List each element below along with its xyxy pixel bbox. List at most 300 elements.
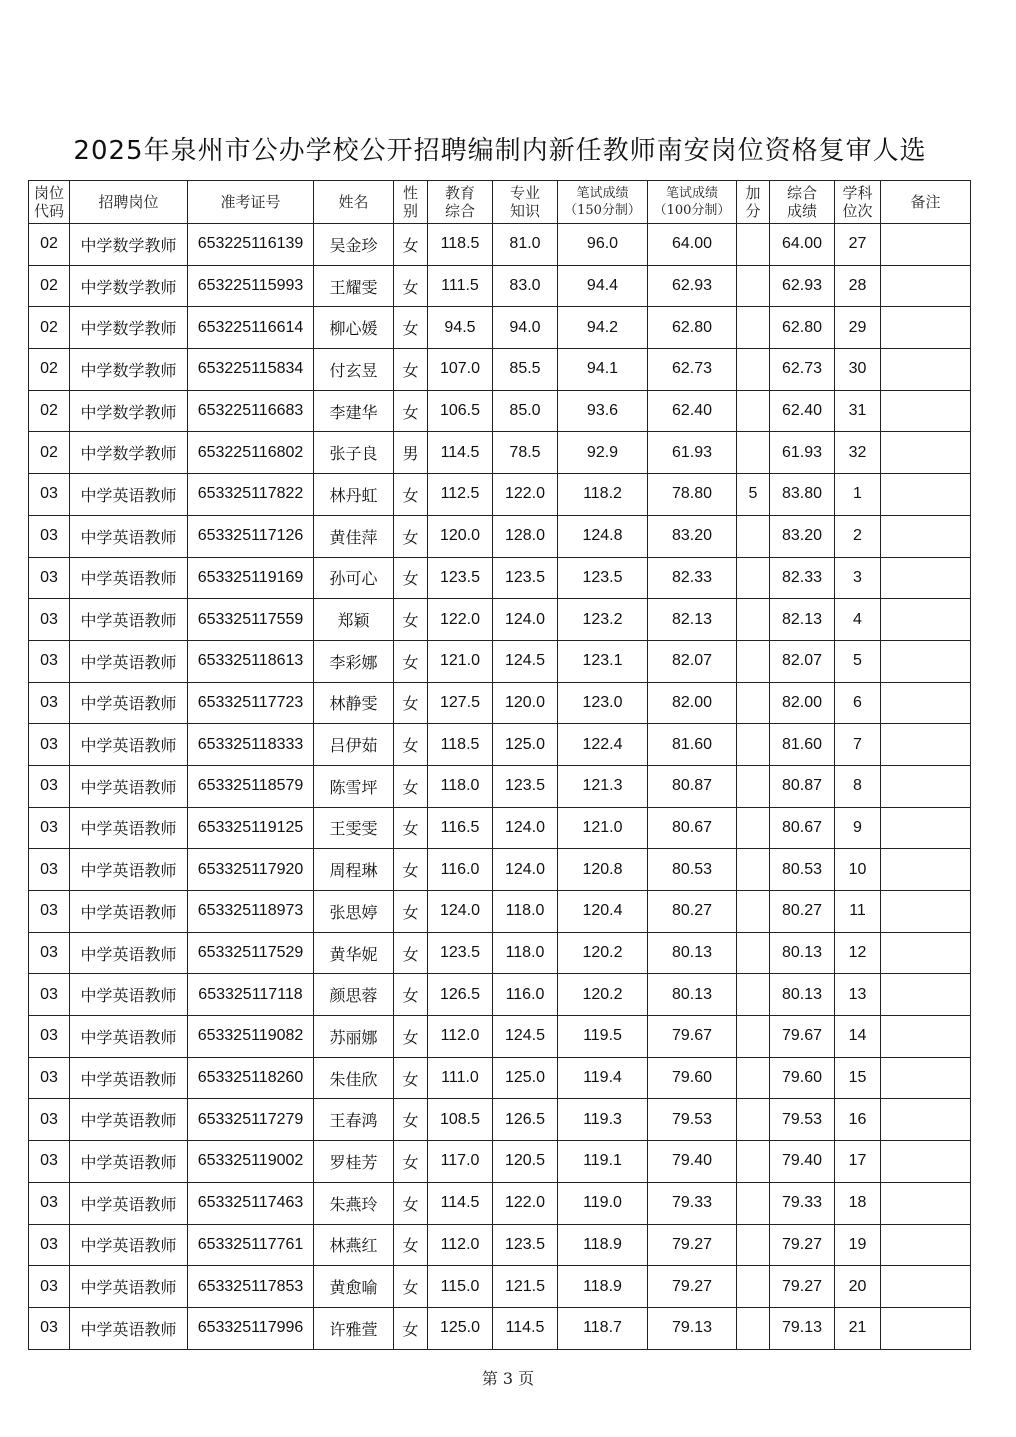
post-code-cell: 03: [29, 1057, 70, 1099]
professional-score-cell: 78.5: [493, 432, 558, 474]
written-100-cell: 79.27: [648, 1266, 737, 1308]
bonus-cell: [737, 1099, 770, 1141]
remarks-cell: [881, 765, 971, 807]
header-line: （100分制）: [653, 203, 731, 218]
professional-score-cell: 124.0: [493, 807, 558, 849]
professional-score-cell: 125.0: [493, 1057, 558, 1099]
post-title-cell: 中学英语教师: [70, 599, 188, 641]
total-score-cell: 79.13: [770, 1307, 835, 1349]
education-score-cell: 112.0: [428, 1016, 493, 1058]
header-line: 分: [745, 202, 761, 220]
post-code-cell: 03: [29, 682, 70, 724]
candidate-name-cell: 罗桂芳: [314, 1141, 394, 1183]
education-score-cell: 108.5: [428, 1099, 493, 1141]
professional-score-cell: 83.0: [493, 265, 558, 307]
education-score-cell: 122.0: [428, 599, 493, 641]
bonus-cell: [737, 1016, 770, 1058]
exam-id-cell: 653325117853: [188, 1266, 314, 1308]
professional-score-cell: 121.5: [493, 1266, 558, 1308]
professional-score-cell: 123.5: [493, 765, 558, 807]
post-code-cell: 03: [29, 1307, 70, 1349]
professional-score-cell: 124.0: [493, 849, 558, 891]
rank-cell: 15: [835, 1057, 881, 1099]
total-score-cell: 62.80: [770, 307, 835, 349]
post-title-cell: 中学英语教师: [70, 849, 188, 891]
professional-score-cell: 118.0: [493, 932, 558, 974]
table-body: [29, 224, 971, 1350]
header-line: （150分制）: [564, 203, 641, 218]
candidate-name-cell: 郑颖: [314, 599, 394, 641]
bonus-cell: [737, 1057, 770, 1099]
professional-score-cell: 122.0: [493, 474, 558, 516]
header-line: 别: [402, 202, 418, 220]
rank-cell: 19: [835, 1224, 881, 1266]
candidate-name-cell: 黄愈喻: [314, 1266, 394, 1308]
rank-cell: 17: [835, 1141, 881, 1183]
table-row: [29, 682, 971, 724]
remarks-cell: [881, 474, 971, 516]
rank-cell: 12: [835, 932, 881, 974]
post-code-cell: 03: [29, 724, 70, 766]
rank-cell: 7: [835, 724, 881, 766]
rank-cell: 10: [835, 849, 881, 891]
professional-score-cell: 114.5: [493, 1307, 558, 1349]
bonus-cell: [737, 432, 770, 474]
header-line: 代码: [33, 202, 64, 220]
written-100-cell: 61.93: [648, 432, 737, 474]
exam-id-cell: 653325118973: [188, 891, 314, 933]
table-row: [29, 432, 971, 474]
bonus-cell: [737, 307, 770, 349]
professional-score-cell: 85.0: [493, 390, 558, 432]
header-line: 教育: [444, 184, 475, 202]
total-score-cell: 61.93: [770, 432, 835, 474]
header-name: [314, 181, 394, 224]
exam-id-cell: 653225116683: [188, 390, 314, 432]
exam-id-cell: 653325119082: [188, 1016, 314, 1058]
rank-cell: 28: [835, 265, 881, 307]
post-code-cell: 03: [29, 515, 70, 557]
rank-cell: 3: [835, 557, 881, 599]
table-row: [29, 849, 971, 891]
professional-score-cell: 124.5: [493, 1016, 558, 1058]
table-row: [29, 265, 971, 307]
professional-score-cell: 94.0: [493, 307, 558, 349]
post-code-cell: 02: [29, 265, 70, 307]
header-line: 岗位: [33, 184, 64, 202]
header-gender: [394, 181, 428, 224]
written-150-cell: 123.1: [558, 640, 648, 682]
gender-cell: 女: [394, 974, 428, 1016]
written-150-cell: 119.4: [558, 1057, 648, 1099]
post-code-cell: 03: [29, 849, 70, 891]
rank-cell: 30: [835, 349, 881, 391]
remarks-cell: [881, 974, 971, 1016]
post-code-cell: 03: [29, 765, 70, 807]
written-100-cell: 82.00: [648, 682, 737, 724]
written-100-cell: 62.73: [648, 349, 737, 391]
post-code-cell: 03: [29, 974, 70, 1016]
education-score-cell: 121.0: [428, 640, 493, 682]
written-150-cell: 123.0: [558, 682, 648, 724]
rank-cell: 4: [835, 599, 881, 641]
table-row: [29, 557, 971, 599]
header-bonus: [737, 181, 770, 224]
header-line: 招聘岗位: [98, 193, 159, 211]
education-score-cell: 125.0: [428, 1307, 493, 1349]
education-score-cell: 126.5: [428, 974, 493, 1016]
table-row: [29, 724, 971, 766]
candidate-name-cell: 王雯雯: [314, 807, 394, 849]
written-100-cell: 62.40: [648, 390, 737, 432]
table-header: [29, 181, 971, 224]
header-line: 成绩: [786, 202, 817, 220]
written-150-cell: 119.5: [558, 1016, 648, 1058]
remarks-cell: [881, 849, 971, 891]
post-title-cell: 中学英语教师: [70, 891, 188, 933]
total-score-cell: 79.40: [770, 1141, 835, 1183]
post-code-cell: 02: [29, 432, 70, 474]
candidate-name-cell: 张思婷: [314, 891, 394, 933]
exam-id-cell: 653325117559: [188, 599, 314, 641]
post-title-cell: 中学英语教师: [70, 1182, 188, 1224]
written-100-cell: 79.33: [648, 1182, 737, 1224]
remarks-cell: [881, 1182, 971, 1224]
post-title-cell: 中学英语教师: [70, 724, 188, 766]
written-150-cell: 92.9: [558, 432, 648, 474]
bonus-cell: [737, 682, 770, 724]
exam-id-cell: 653325117761: [188, 1224, 314, 1266]
header-written-100: [648, 181, 737, 224]
remarks-cell: [881, 224, 971, 266]
table-row: [29, 765, 971, 807]
total-score-cell: 82.33: [770, 557, 835, 599]
exam-id-cell: 653325117126: [188, 515, 314, 557]
table-row: [29, 1099, 971, 1141]
gender-cell: 女: [394, 682, 428, 724]
post-code-cell: 03: [29, 1266, 70, 1308]
written-150-cell: 118.2: [558, 474, 648, 516]
post-code-cell: 03: [29, 640, 70, 682]
remarks-cell: [881, 390, 971, 432]
table-row: [29, 390, 971, 432]
header-line: 加: [745, 184, 761, 202]
bonus-cell: [737, 765, 770, 807]
rank-cell: 1: [835, 474, 881, 516]
written-100-cell: 80.87: [648, 765, 737, 807]
header-education: [428, 181, 493, 224]
gender-cell: 女: [394, 1307, 428, 1349]
exam-id-cell: 653325117822: [188, 474, 314, 516]
exam-id-cell: 653325117279: [188, 1099, 314, 1141]
header-line: 学科: [842, 184, 873, 202]
gender-cell: 女: [394, 807, 428, 849]
written-150-cell: 118.9: [558, 1266, 648, 1308]
post-code-cell: 02: [29, 349, 70, 391]
written-100-cell: 79.60: [648, 1057, 737, 1099]
table-row: [29, 807, 971, 849]
rank-cell: 20: [835, 1266, 881, 1308]
written-100-cell: 64.00: [648, 224, 737, 266]
bonus-cell: [737, 515, 770, 557]
candidate-name-cell: 吴金珍: [314, 224, 394, 266]
candidate-name-cell: 颜思蓉: [314, 974, 394, 1016]
header-exam-id: [188, 181, 314, 224]
written-100-cell: 82.07: [648, 640, 737, 682]
gender-cell: 女: [394, 1057, 428, 1099]
gender-cell: 女: [394, 390, 428, 432]
header-line: 专业: [509, 184, 540, 202]
total-score-cell: 79.27: [770, 1266, 835, 1308]
table-row: [29, 1057, 971, 1099]
table-row: [29, 1224, 971, 1266]
bonus-cell: [737, 1224, 770, 1266]
post-code-cell: 03: [29, 557, 70, 599]
written-100-cell: 62.80: [648, 307, 737, 349]
bonus-cell: [737, 1307, 770, 1349]
gender-cell: 女: [394, 1141, 428, 1183]
table-row: [29, 307, 971, 349]
rank-cell: 18: [835, 1182, 881, 1224]
remarks-cell: [881, 1141, 971, 1183]
header-post-code: [29, 181, 70, 224]
remarks-cell: [881, 1099, 971, 1141]
written-100-cell: 82.13: [648, 599, 737, 641]
candidate-name-cell: 王耀雯: [314, 265, 394, 307]
written-100-cell: 79.13: [648, 1307, 737, 1349]
gender-cell: 女: [394, 349, 428, 391]
bonus-cell: [737, 224, 770, 266]
written-100-cell: 80.13: [648, 932, 737, 974]
bonus-cell: [737, 349, 770, 391]
post-title-cell: 中学英语教师: [70, 1307, 188, 1349]
total-score-cell: 83.80: [770, 474, 835, 516]
remarks-cell: [881, 265, 971, 307]
remarks-cell: [881, 932, 971, 974]
post-title-cell: 中学英语教师: [70, 682, 188, 724]
professional-score-cell: 81.0: [493, 224, 558, 266]
gender-cell: 女: [394, 1224, 428, 1266]
post-code-cell: 02: [29, 390, 70, 432]
post-code-cell: 03: [29, 1141, 70, 1183]
post-title-cell: 中学英语教师: [70, 974, 188, 1016]
education-score-cell: 111.5: [428, 265, 493, 307]
candidate-name-cell: 朱燕玲: [314, 1182, 394, 1224]
post-code-cell: 03: [29, 807, 70, 849]
exam-id-cell: 653325117920: [188, 849, 314, 891]
written-100-cell: 78.80: [648, 474, 737, 516]
bonus-cell: [737, 807, 770, 849]
remarks-cell: [881, 1224, 971, 1266]
post-title-cell: 中学英语教师: [70, 1057, 188, 1099]
education-score-cell: 94.5: [428, 307, 493, 349]
header-line: 笔试成绩: [576, 186, 629, 201]
post-code-cell: 03: [29, 1016, 70, 1058]
candidate-name-cell: 黄华妮: [314, 932, 394, 974]
total-score-cell: 80.13: [770, 932, 835, 974]
professional-score-cell: 124.0: [493, 599, 558, 641]
bonus-cell: [737, 932, 770, 974]
exam-id-cell: 653225116614: [188, 307, 314, 349]
gender-cell: 女: [394, 515, 428, 557]
education-score-cell: 116.5: [428, 807, 493, 849]
written-100-cell: 79.53: [648, 1099, 737, 1141]
total-score-cell: 62.73: [770, 349, 835, 391]
exam-id-cell: 653225115834: [188, 349, 314, 391]
written-150-cell: 94.2: [558, 307, 648, 349]
rank-cell: 31: [835, 390, 881, 432]
written-150-cell: 123.5: [558, 557, 648, 599]
gender-cell: 女: [394, 1016, 428, 1058]
candidate-name-cell: 周程琳: [314, 849, 394, 891]
post-title-cell: 中学数学教师: [70, 265, 188, 307]
written-150-cell: 119.3: [558, 1099, 648, 1141]
written-150-cell: 94.4: [558, 265, 648, 307]
candidate-name-cell: 李建华: [314, 390, 394, 432]
candidate-name-cell: 孙可心: [314, 557, 394, 599]
education-score-cell: 124.0: [428, 891, 493, 933]
total-score-cell: 79.33: [770, 1182, 835, 1224]
education-score-cell: 114.5: [428, 432, 493, 474]
header-line: 笔试成绩: [665, 186, 718, 201]
exam-id-cell: 653325117529: [188, 932, 314, 974]
rank-cell: 8: [835, 765, 881, 807]
education-score-cell: 116.0: [428, 849, 493, 891]
written-150-cell: 121.0: [558, 807, 648, 849]
total-score-cell: 82.07: [770, 640, 835, 682]
candidate-table: [28, 180, 971, 1350]
candidate-name-cell: 许雅萱: [314, 1307, 394, 1349]
gender-cell: 女: [394, 557, 428, 599]
post-code-cell: 02: [29, 307, 70, 349]
total-score-cell: 80.87: [770, 765, 835, 807]
education-score-cell: 111.0: [428, 1057, 493, 1099]
total-score-cell: 82.00: [770, 682, 835, 724]
professional-score-cell: 116.0: [493, 974, 558, 1016]
bonus-cell: [737, 1182, 770, 1224]
candidate-name-cell: 林燕红: [314, 1224, 394, 1266]
table-row: [29, 1141, 971, 1183]
table-row: [29, 599, 971, 641]
exam-id-cell: 653325117996: [188, 1307, 314, 1349]
education-score-cell: 118.5: [428, 724, 493, 766]
post-title-cell: 中学数学教师: [70, 307, 188, 349]
post-code-cell: 02: [29, 224, 70, 266]
exam-id-cell: 653225116802: [188, 432, 314, 474]
candidate-name-cell: 柳心媛: [314, 307, 394, 349]
candidate-name-cell: 李彩娜: [314, 640, 394, 682]
remarks-cell: [881, 1266, 971, 1308]
post-title-cell: 中学英语教师: [70, 640, 188, 682]
rank-cell: 29: [835, 307, 881, 349]
page-title: 2025年泉州市公办学校公开招聘编制内新任教师南安岗位资格复审人选: [73, 136, 927, 166]
total-score-cell: 80.53: [770, 849, 835, 891]
remarks-cell: [881, 891, 971, 933]
written-150-cell: 118.7: [558, 1307, 648, 1349]
written-150-cell: 119.1: [558, 1141, 648, 1183]
header-line: 性: [402, 184, 418, 202]
gender-cell: 女: [394, 474, 428, 516]
exam-id-cell: 653325119002: [188, 1141, 314, 1183]
written-150-cell: 120.4: [558, 891, 648, 933]
table-row: [29, 515, 971, 557]
professional-score-cell: 125.0: [493, 724, 558, 766]
post-code-cell: 03: [29, 891, 70, 933]
bonus-cell: [737, 849, 770, 891]
education-score-cell: 123.5: [428, 557, 493, 599]
written-150-cell: 120.2: [558, 932, 648, 974]
education-score-cell: 123.5: [428, 932, 493, 974]
exam-id-cell: 653325118260: [188, 1057, 314, 1099]
professional-score-cell: 128.0: [493, 515, 558, 557]
post-title-cell: 中学数学教师: [70, 349, 188, 391]
table-row: [29, 1307, 971, 1349]
bonus-cell: [737, 1141, 770, 1183]
post-title-cell: 中学英语教师: [70, 1099, 188, 1141]
total-score-cell: 62.93: [770, 265, 835, 307]
professional-score-cell: 126.5: [493, 1099, 558, 1141]
table-row: [29, 224, 971, 266]
professional-score-cell: 120.0: [493, 682, 558, 724]
total-score-cell: 79.60: [770, 1057, 835, 1099]
written-100-cell: 80.13: [648, 974, 737, 1016]
remarks-cell: [881, 599, 971, 641]
rank-cell: 5: [835, 640, 881, 682]
professional-score-cell: 85.5: [493, 349, 558, 391]
total-score-cell: 80.67: [770, 807, 835, 849]
written-100-cell: 80.67: [648, 807, 737, 849]
bonus-cell: [737, 599, 770, 641]
total-score-cell: 64.00: [770, 224, 835, 266]
written-150-cell: 120.2: [558, 974, 648, 1016]
gender-cell: 女: [394, 765, 428, 807]
gender-cell: 女: [394, 891, 428, 933]
total-score-cell: 79.67: [770, 1016, 835, 1058]
candidate-name-cell: 付玄昱: [314, 349, 394, 391]
education-score-cell: 114.5: [428, 1182, 493, 1224]
education-score-cell: 118.0: [428, 765, 493, 807]
header-remarks: [881, 181, 971, 224]
gender-cell: 女: [394, 640, 428, 682]
candidate-name-cell: 朱佳欣: [314, 1057, 394, 1099]
total-score-cell: 82.13: [770, 599, 835, 641]
header-line: 知识: [509, 202, 540, 220]
remarks-cell: [881, 682, 971, 724]
education-score-cell: 120.0: [428, 515, 493, 557]
written-150-cell: 94.1: [558, 349, 648, 391]
remarks-cell: [881, 432, 971, 474]
table-row: [29, 932, 971, 974]
exam-id-cell: 653325118579: [188, 765, 314, 807]
written-150-cell: 124.8: [558, 515, 648, 557]
remarks-cell: [881, 724, 971, 766]
post-code-cell: 03: [29, 1182, 70, 1224]
rank-cell: 32: [835, 432, 881, 474]
written-100-cell: 80.27: [648, 891, 737, 933]
header-line: 综合: [444, 202, 475, 220]
gender-cell: 女: [394, 599, 428, 641]
exam-id-cell: 653225116139: [188, 224, 314, 266]
total-score-cell: 81.60: [770, 724, 835, 766]
post-title-cell: 中学英语教师: [70, 1141, 188, 1183]
gender-cell: 男: [394, 432, 428, 474]
rank-cell: 21: [835, 1307, 881, 1349]
professional-score-cell: 122.0: [493, 1182, 558, 1224]
rank-cell: 14: [835, 1016, 881, 1058]
exam-id-cell: 653325119169: [188, 557, 314, 599]
professional-score-cell: 120.5: [493, 1141, 558, 1183]
bonus-cell: [737, 974, 770, 1016]
